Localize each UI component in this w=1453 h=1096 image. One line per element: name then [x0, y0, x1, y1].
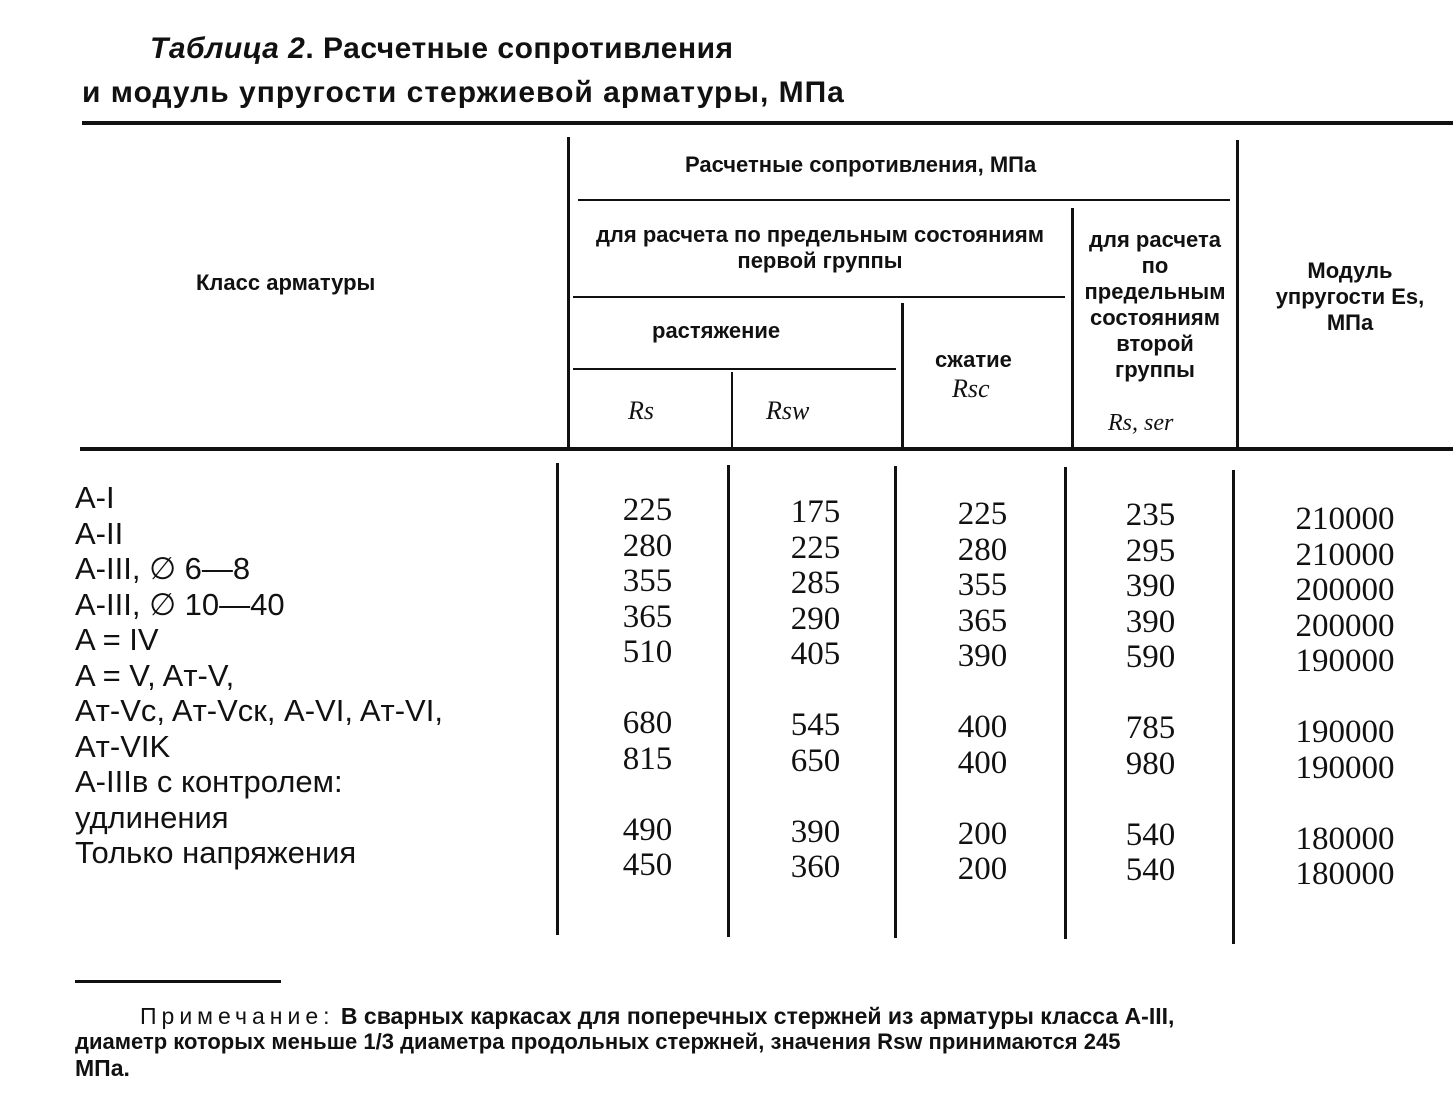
footnote-line1: В сварных каркасах для поперечных стержней из арматуры класса A-III,	[340, 1003, 1175, 1029]
class-cell: A = V, Aт-V,	[75, 657, 235, 693]
rsser-cell: 980	[1125, 745, 1176, 782]
rsser-column	[1103, 498, 1198, 889]
class-cell: A-II	[75, 515, 124, 551]
modulus-cell	[1275, 680, 1415, 716]
rsc-cell: 355	[957, 567, 1008, 603]
modulus-cell: 180000	[1295, 820, 1395, 857]
header-rule-tension	[573, 368, 896, 370]
vrule-body-2	[727, 465, 730, 937]
rsc-cell: 390	[957, 638, 1008, 674]
rsw-cell	[768, 673, 863, 709]
vrule-header-4	[1071, 208, 1074, 447]
rsw-cell	[768, 779, 863, 815]
rsser-cell	[1103, 782, 1198, 818]
header-rs: Rs	[628, 396, 654, 425]
vrule-header-2	[731, 372, 733, 447]
rs-cell: 225	[622, 492, 673, 528]
rsc-cell: 200	[957, 815, 1008, 852]
vrule-body-3	[894, 466, 897, 938]
rsw-cell: 285	[790, 565, 841, 601]
class-cell: Только напряжения	[75, 835, 357, 870]
rsser-cell: 540	[1125, 816, 1176, 853]
header-class: Класс арматуры	[196, 270, 376, 295]
rsser-cell	[1103, 676, 1198, 712]
header-design-resistance: Расчетные сопротивления, МПа	[685, 152, 1037, 177]
table-number: Таблица 2	[150, 32, 306, 65]
rs-cell: 815	[622, 740, 673, 777]
footnote-rule	[75, 980, 281, 983]
rs-cell: 280	[622, 527, 673, 564]
class-cell: A = IV	[75, 622, 159, 657]
header-rule-design	[578, 199, 1230, 201]
header-compression: сжатие	[935, 347, 1012, 372]
rsser-cell: 540	[1125, 852, 1176, 888]
modulus-cell: 180000	[1295, 856, 1395, 892]
modulus-cell: 190000	[1295, 643, 1395, 679]
rsc-cell	[935, 675, 1030, 711]
header-tension: растяжение	[652, 318, 781, 343]
table-title-line1: . Расчетные сопротивления	[305, 32, 734, 65]
rsc-cell: 280	[957, 531, 1008, 568]
rs-cell: 490	[622, 811, 673, 848]
rs-cell: 365	[622, 598, 673, 635]
rs-cell: 680	[622, 705, 673, 741]
header-first-group: для расчета по предельным состояниям первой группы	[595, 222, 1045, 273]
rs-cell	[600, 671, 695, 707]
rsw-cell: 290	[790, 600, 841, 637]
rs-cell: 510	[622, 634, 673, 670]
header-bottom-rule	[80, 447, 1453, 451]
modulus-cell: 200000	[1295, 607, 1395, 644]
footnote-line3: МПа.	[75, 1055, 130, 1081]
rsw-cell: 650	[790, 742, 841, 779]
rsc-cell: 200	[957, 851, 1008, 887]
rsw-cell: 225	[790, 529, 841, 566]
header-rsser: Rs, ser	[1108, 410, 1174, 436]
header-rsc: Rsc	[952, 374, 990, 403]
rsser-cell: 590	[1125, 639, 1176, 675]
vrule-header-3	[901, 303, 904, 447]
class-cell: A-IIIв с контролем:	[75, 764, 343, 799]
rs-cell: 450	[622, 847, 673, 883]
rs-column	[600, 493, 695, 884]
rsc-cell: 225	[957, 496, 1008, 532]
vrule-body-5	[1232, 470, 1235, 944]
rsw-cell: 390	[790, 813, 841, 850]
modulus-cell	[1275, 786, 1415, 822]
rsc-cell: 365	[957, 602, 1008, 639]
class-cell: A-III, ∅ 6—8	[75, 551, 251, 586]
class-cell: удлинения	[75, 799, 229, 835]
rs-cell: 355	[622, 563, 673, 599]
modulus-cell: 210000	[1295, 536, 1395, 573]
rsser-cell: 390	[1125, 568, 1176, 604]
header-rsw: Rsw	[766, 396, 810, 425]
table-title	[150, 32, 734, 66]
rsc-cell: 400	[957, 709, 1008, 745]
class-cell: A-I	[75, 480, 115, 515]
vrule-header-5	[1236, 140, 1239, 447]
table-title-line2: и модуль упругости стержиевой арматуры, МПа	[82, 76, 845, 109]
rs-cell	[600, 777, 695, 813]
rsc-column	[935, 497, 1030, 888]
rsser-cell: 295	[1125, 532, 1176, 569]
modulus-cell: 200000	[1295, 572, 1395, 608]
header-modulus: Модуль упругости Es, МПа	[1275, 258, 1425, 335]
header-rule-first-group	[573, 296, 1065, 298]
modulus-cell: 210000	[1295, 501, 1395, 537]
rsser-cell: 235	[1125, 497, 1176, 533]
rsc-cell: 400	[957, 744, 1008, 781]
class-cell: Aт-Vc, Aт-Vcк, A-VI, Aт-VI,	[75, 693, 443, 728]
rsw-cell: 360	[790, 849, 841, 885]
rsc-cell	[935, 781, 1030, 817]
rsw-column	[768, 495, 863, 886]
rsw-cell: 545	[790, 707, 841, 743]
modulus-cell: 190000	[1295, 749, 1395, 786]
footnote-line2: диаметр которых меньше 1/3 диаметра продольных стержней, значения Rsw принимаются 245	[75, 1029, 1121, 1054]
footnote	[140, 1004, 1174, 1028]
class-cell: A-III, ∅ 10—40	[75, 586, 285, 622]
rsser-cell: 785	[1125, 710, 1176, 746]
vrule-header-1	[567, 137, 570, 447]
class-cell: Aт-VIK	[75, 728, 171, 764]
modulus-column	[1275, 502, 1415, 893]
footnote-label: Примечание:	[140, 1003, 335, 1029]
class-column	[75, 480, 443, 871]
vrule-body-4	[1064, 467, 1067, 939]
rsw-cell: 405	[790, 636, 841, 672]
rsser-cell: 390	[1125, 603, 1176, 640]
vrule-body-1	[556, 463, 559, 935]
top-rule	[82, 121, 1453, 125]
rsw-cell: 175	[790, 494, 841, 530]
modulus-cell: 190000	[1295, 714, 1395, 750]
header-second-group: для расчета по предельным состояниям второй группы	[1084, 227, 1226, 382]
